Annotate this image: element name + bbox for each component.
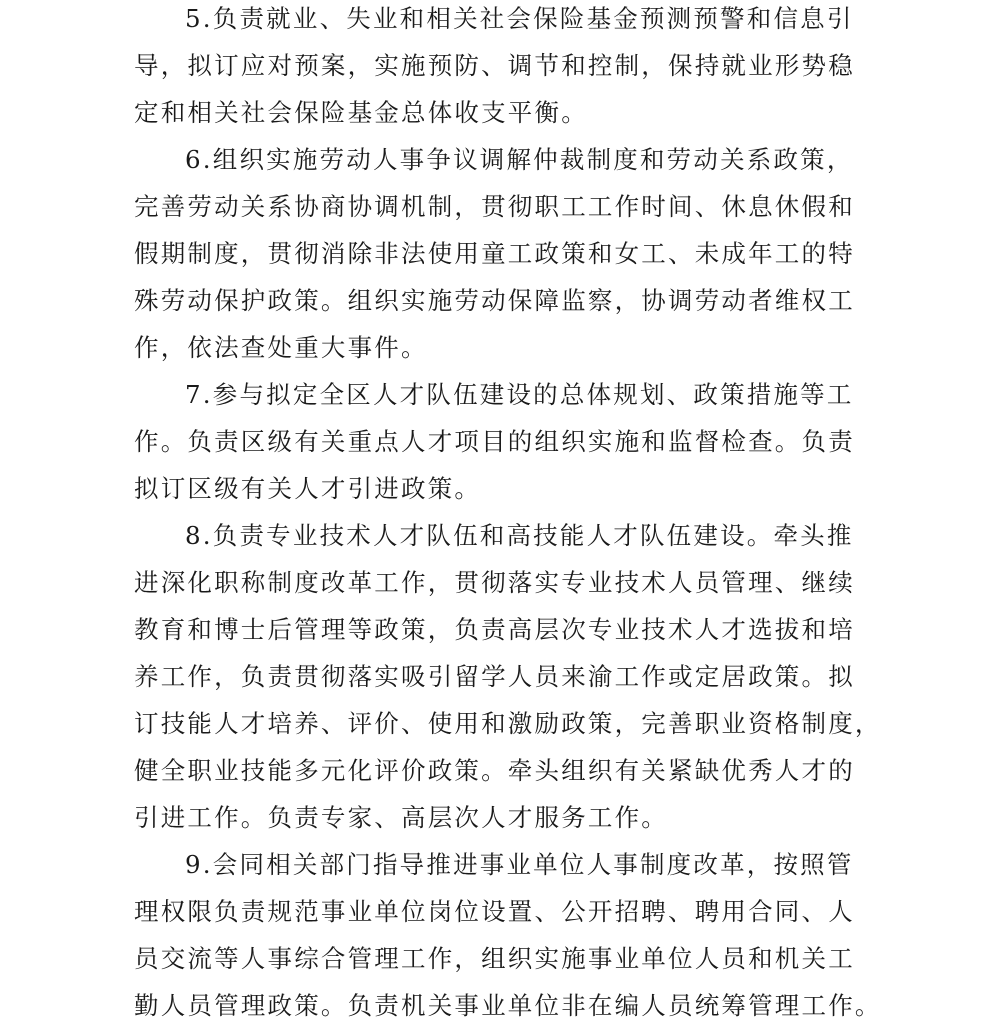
paragraph-9-line-1: 9.会同相关部门指导推进事业单位人事制度改革，按照管 — [185, 850, 854, 879]
paragraph-7-line-1: 7.参与拟定全区人才队伍建设的总体规划、政策措施等工 — [185, 380, 854, 409]
paragraph-6-line-1: 6.组织实施劳动人事争议调解仲裁制度和劳动关系政策， — [185, 145, 854, 174]
paragraph-5-line-2: 导，拟订应对预案，实施预防、调节和控制，保持就业形势稳 — [134, 51, 855, 80]
paragraph-8-line-1: 8.负责专业技术人才队伍和高技能人才队伍建设。牵头推 — [185, 521, 854, 550]
paragraph-5-line-1: 5.负责就业、失业和相关社会保险基金预测预警和信息引 — [185, 4, 854, 33]
paragraph-8-line-7: 引进工作。负责专家、高层次人才服务工作。 — [134, 803, 668, 832]
paragraph-6-line-2: 完善劳动关系协商协调机制，贯彻职工工作时间、休息休假和 — [134, 192, 855, 221]
paragraph-6-line-3: 假期制度，贯彻消除非法使用童工政策和女工、未成年工的特 — [134, 239, 855, 268]
paragraph-5-line-3: 定和相关社会保险基金总体收支平衡。 — [134, 98, 588, 127]
paragraph-6-line-4: 殊劳动保护政策。组织实施劳动保障监察，协调劳动者维权工 — [134, 286, 855, 315]
paragraph-8-line-2: 进深化职称制度改革工作，贯彻落实专业技术人员管理、继续 — [134, 568, 855, 597]
paragraph-7-line-2: 作。负责区级有关重点人才项目的组织实施和监督检查。负责 — [134, 427, 855, 456]
paragraph-7-line-3: 拟订区级有关人才引进政策。 — [134, 474, 482, 503]
paragraph-8-line-4: 养工作，负责贯彻落实吸引留学人员来渝工作或定居政策。拟 — [134, 662, 855, 691]
paragraph-9-line-3: 员交流等人事综合管理工作，组织实施事业单位人员和机关工 — [134, 944, 855, 973]
paragraph-9-line-4: 勤人员管理政策。负责机关事业单位非在编人员统筹管理工作。 — [134, 991, 882, 1020]
paragraph-8-line-3: 教育和博士后管理等政策，负责高层次专业技术人才选拔和培 — [134, 615, 855, 644]
paragraph-8-line-5: 订技能人才培养、评价、使用和激励政策，完善职业资格制度， — [134, 709, 882, 738]
paragraph-9-line-2: 理权限负责规范事业单位岗位设置、公开招聘、聘用合同、人 — [134, 897, 855, 926]
paragraph-6-line-5: 作，依法查处重大事件。 — [134, 333, 428, 362]
paragraph-8-line-6: 健全职业技能多元化评价政策。牵头组织有关紧缺优秀人才的 — [134, 756, 855, 785]
